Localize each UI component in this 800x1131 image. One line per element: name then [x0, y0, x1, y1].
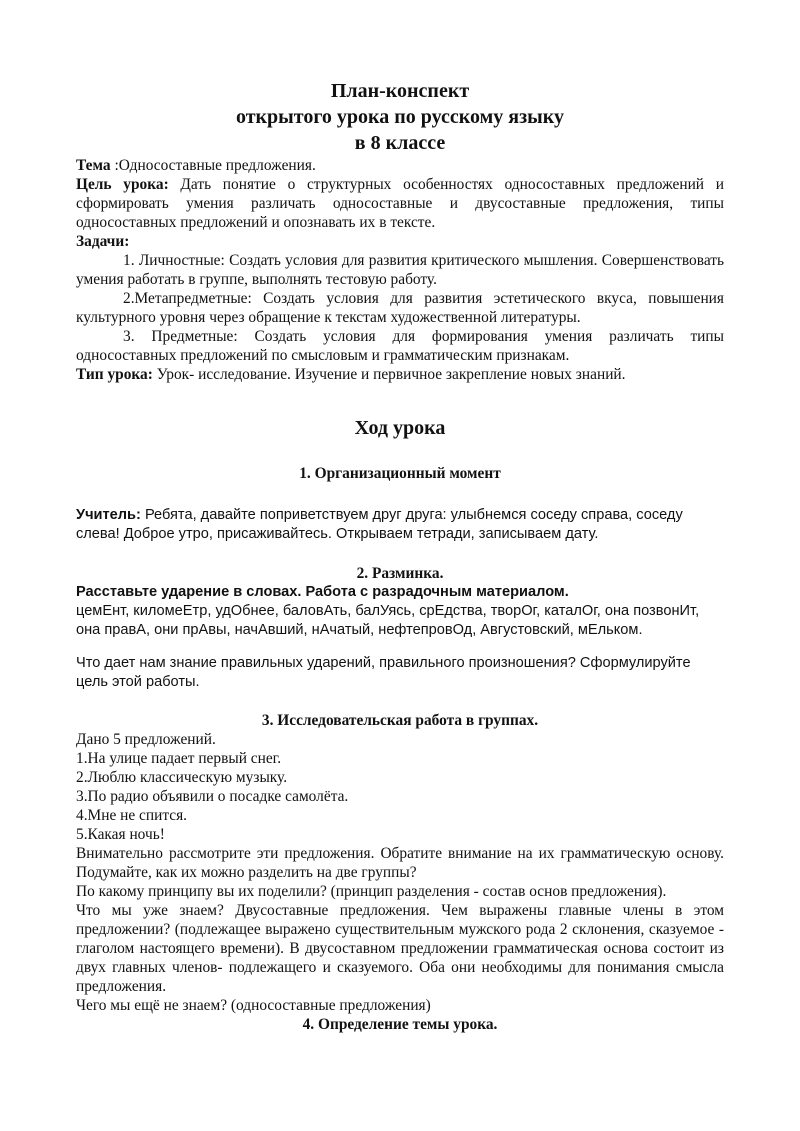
document-title [76, 78, 724, 156]
course-heading: Ход урока [354, 417, 446, 439]
lesson-type-text: Урок- исследование. Изучение и первичное закрепление новых знаний. [152, 366, 626, 383]
research-paragraph-1: Внимательно рассмотрите эти предложения. Обратите внимание на их грамматическую основу. Подумайте, как их можно разделить на две группы? [76, 845, 724, 881]
goal-label: Цель урока: [76, 176, 169, 193]
teacher-text: Ребята, давайте поприветствуем друг друга: улыбнемся соседу справа, соседу слева! Доброе утро, присаживайтесь. Открываем тетради, записываем дату. [76, 507, 683, 542]
task-personal: 1. Личностные: Создать условия для развития критического мышления. Совершенствовать умения работать в группе, выполнять тестовую работу. [76, 252, 724, 288]
section-4-heading: 4. Определение темы урока. [302, 1016, 498, 1033]
goal-paragraph [76, 175, 724, 232]
goal-text: Дать понятие о структурных особенностях односоставных предложений и сформировать умения различать односоставные и двусоставные предложения, типы односоставных предложений и опознавать их в тексте. [76, 176, 724, 231]
teacher-greeting [76, 506, 724, 544]
section-1-heading: 1. Организационный момент [299, 465, 501, 482]
topic-label: Тема [76, 157, 111, 174]
task-metasubject: 2.Метапредметные: Создать условия для развития эстетического вкуса, повышения культурного уровня через обращение к текстам художественной литературы. [76, 290, 724, 326]
warmup-question: Что дает нам знание правильных ударений, правильного произношения? Сформулируйте цель этой работы. [76, 655, 691, 690]
topic-text: :Односоставные предложения. [110, 157, 316, 174]
task-subject: 3. Предметные: Создать условия для формирования умения различать типы односоставных предложений по смысловым и грамматическим признакам. [76, 328, 724, 364]
stress-words: цемЕнт, киломеЕтр, удОбнее, баловАть, балУясь, срЕдства, творОг, каталОг, она позвонИт, она правА, они прАвы, начАвший, нАчатый, нефтепровОд, Августовский, мЕльком. [76, 603, 700, 638]
lesson-type-label: Тип урока: [76, 366, 153, 383]
tasks-label: Задачи: [76, 233, 130, 250]
sentence-item: 5.Какая ночь! [76, 826, 165, 843]
sentences-intro: Дано 5 предложений. [76, 731, 216, 748]
research-paragraph-2: По какому принципу вы их поделили? (принцип разделения - состав основ предложения). [76, 883, 667, 900]
research-paragraph-4: Чего мы ещё не знаем? (односоставные предложения) [76, 997, 431, 1014]
title-line-2: открытого урока по русскому языку [235, 106, 565, 128]
sentence-item: 1.На улице падает первый снег. [76, 750, 282, 767]
sentence-item: 2.Люблю классическую музыку. [76, 769, 288, 786]
document-page [76, 78, 724, 1034]
teacher-label: Учитель: [76, 507, 141, 523]
lesson-type-line [76, 365, 724, 384]
title-line-1: План-конспект [330, 80, 470, 102]
research-paragraph-3: Что мы уже знаем? Двусоставные предложения. Чем выражены главные члены в этом предложении? (подлежащее выражено существительным мужского рода 2 склонения, сказуемое - глаголом настоящего времени). В двусоставном предложении грамматическая основа состоит из двух главных членов- подлежащего и сказуемого. Оба они необходимы для понимания смысла предложения. [76, 902, 724, 995]
title-line-3: в 8 классе [354, 132, 446, 154]
section-3-heading: 3. Исследовательская работа в группах. [261, 712, 539, 729]
sentence-item: 4.Мне не спится. [76, 807, 188, 824]
section-2-heading: 2. Разминка. [356, 565, 444, 582]
sentence-item: 3.По радио объявили о посадке самолёта. [76, 788, 349, 805]
topic-line [76, 156, 724, 175]
warmup-task: Расставьте ударение в словах. Работа с разрадочным материалом. [76, 584, 569, 600]
